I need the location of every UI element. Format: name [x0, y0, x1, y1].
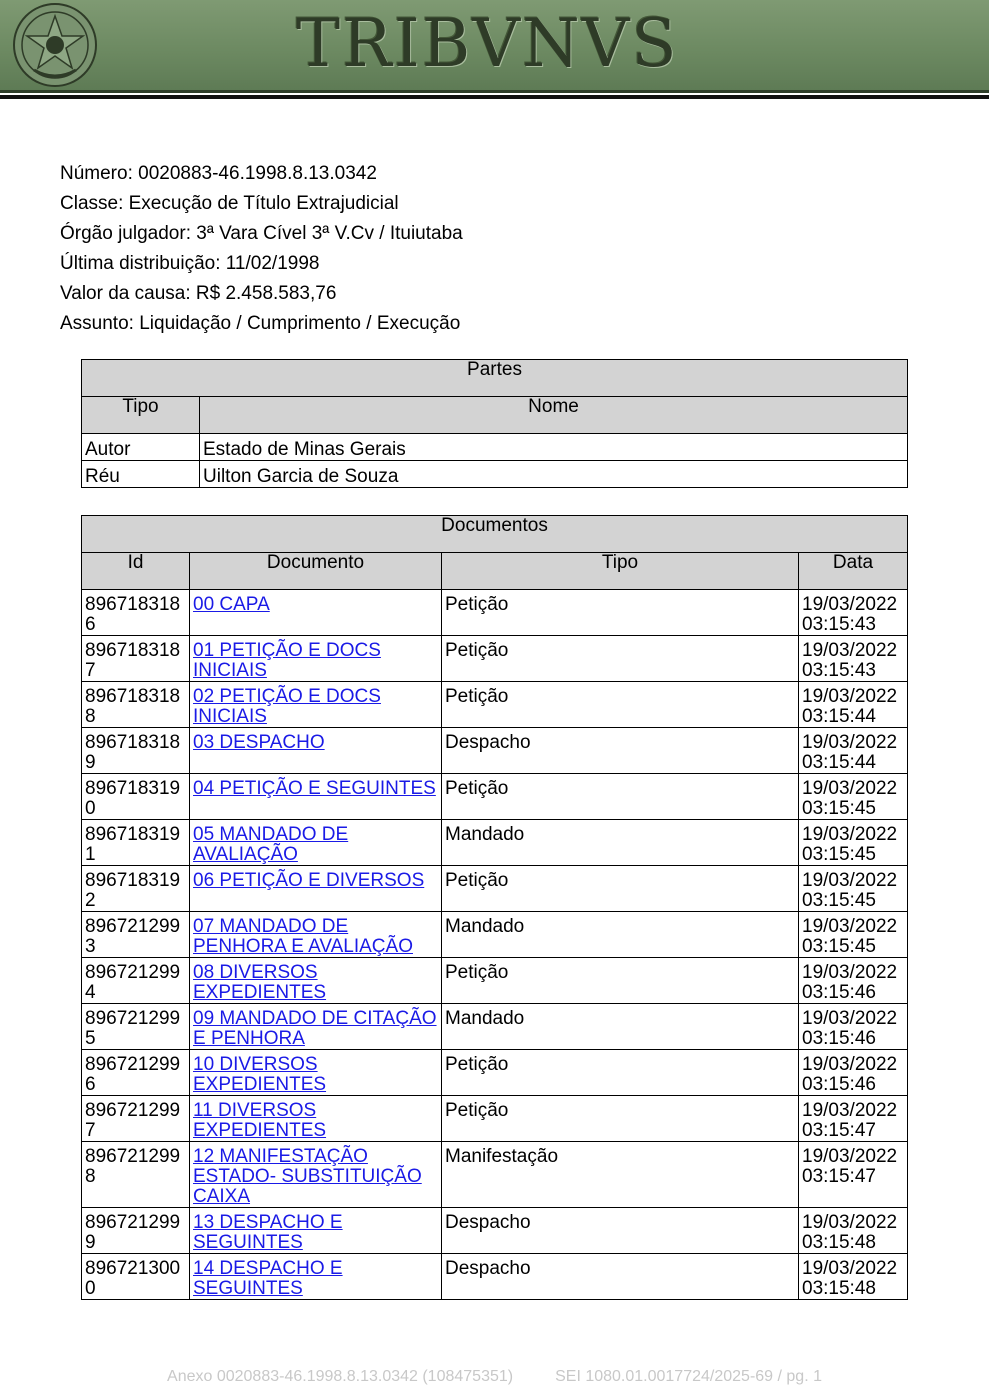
document-tipo: Mandado — [442, 820, 799, 866]
document-name-cell — [190, 1050, 442, 1096]
document-id: 8967183187 — [82, 636, 190, 682]
document-link[interactable]: 10 DIVERSOS EXPEDIENTES — [193, 1054, 327, 1095]
document-id: 8967183188 — [82, 682, 190, 728]
document-link[interactable]: 04 PETIÇÃO E SEGUINTES — [193, 778, 436, 799]
process-class: Classe: Execução de Título Extrajudicial — [60, 193, 399, 214]
document-date: 19/03/2022 03:15:45 — [799, 866, 908, 912]
document-link[interactable]: 05 MANDADO DE AVALIAÇÃO — [193, 824, 349, 865]
document-name-cell — [190, 1254, 442, 1300]
document-date: 19/03/2022 03:15:46 — [799, 1050, 908, 1096]
document-tipo: Mandado — [442, 1004, 799, 1050]
document-id: 8967212995 — [82, 1004, 190, 1050]
documents-col-data: Data — [799, 553, 908, 590]
process-number: Número: 0020883-46.1998.8.13.0342 — [60, 163, 377, 184]
document-id: 8967212994 — [82, 958, 190, 1004]
document-date: 19/03/2022 03:15:43 — [799, 636, 908, 682]
document-date: 19/03/2022 03:15:43 — [799, 590, 908, 636]
header-banner — [0, 0, 989, 90]
document-row — [82, 1096, 908, 1142]
document-name-cell — [190, 820, 442, 866]
document-date: 19/03/2022 03:15:46 — [799, 1004, 908, 1050]
document-name-cell — [190, 958, 442, 1004]
document-id: 8967212999 — [82, 1208, 190, 1254]
parties-col-nome: Nome — [200, 397, 908, 434]
document-row — [82, 1050, 908, 1096]
banner-divider — [0, 90, 989, 93]
document-link[interactable]: 14 DESPACHO E SEGUINTES — [193, 1258, 343, 1299]
document-tipo: Petição — [442, 590, 799, 636]
party-tipo: Réu — [82, 461, 200, 488]
document-tipo: Mandado — [442, 912, 799, 958]
party-tipo: Autor — [82, 434, 200, 461]
process-subject: Assunto: Liquidação / Cumprimento / Execução — [60, 313, 461, 334]
document-row — [82, 820, 908, 866]
document-name-cell — [190, 866, 442, 912]
document-tipo: Petição — [442, 1050, 799, 1096]
banner-title: TRIBVNVS — [296, 5, 679, 82]
document-row — [82, 774, 908, 820]
document-date: 19/03/2022 03:15:48 — [799, 1208, 908, 1254]
document-row — [82, 958, 908, 1004]
footer-sei: SEI 1080.01.0017724/2025-69 / pg. 1 — [555, 1368, 822, 1385]
coat-of-arms-seal-icon — [12, 2, 98, 88]
document-tipo: Despacho — [442, 1254, 799, 1300]
document-id: 8967183190 — [82, 774, 190, 820]
parties-col-tipo: Tipo — [82, 397, 200, 434]
document-id: 8967212996 — [82, 1050, 190, 1096]
document-id: 8967183191 — [82, 820, 190, 866]
process-metadata — [60, 159, 463, 339]
document-tipo: Despacho — [442, 728, 799, 774]
document-date: 19/03/2022 03:15:45 — [799, 912, 908, 958]
document-link[interactable]: 00 CAPA — [193, 594, 270, 615]
document-link[interactable]: 08 DIVERSOS EXPEDIENTES — [193, 962, 327, 1003]
document-link[interactable]: 09 MANDADO DE CITAÇÃO E PENHORA — [193, 1008, 437, 1049]
document-date: 19/03/2022 03:15:47 — [799, 1096, 908, 1142]
document-row — [82, 590, 908, 636]
documents-col-id: Id — [82, 553, 190, 590]
document-id: 8967213000 — [82, 1254, 190, 1300]
document-date: 19/03/2022 03:15:46 — [799, 958, 908, 1004]
document-name-cell — [190, 590, 442, 636]
document-id: 8967212998 — [82, 1142, 190, 1208]
banner-divider-black — [0, 95, 989, 99]
document-id: 8967183192 — [82, 866, 190, 912]
document-row — [82, 636, 908, 682]
document-tipo: Petição — [442, 636, 799, 682]
document-link[interactable]: 12 MANIFESTAÇÃO ESTADO- SUBSTITUIÇÃO CAIXA — [193, 1146, 422, 1207]
document-tipo: Manifestação — [442, 1142, 799, 1208]
document-name-cell — [190, 636, 442, 682]
document-name-cell — [190, 912, 442, 958]
document-row — [82, 1254, 908, 1300]
process-distribution-date: Última distribuição: 11/02/1998 — [60, 253, 320, 274]
document-row — [82, 682, 908, 728]
parties-table — [81, 359, 908, 488]
document-row — [82, 1208, 908, 1254]
process-court: Órgão julgador: 3ª Vara Cível 3ª V.Cv / Ituiutaba — [60, 223, 463, 244]
document-name-cell — [190, 682, 442, 728]
party-row — [82, 434, 908, 461]
document-name-cell — [190, 1004, 442, 1050]
documents-col-documento: Documento — [190, 553, 442, 590]
document-id: 8967183189 — [82, 728, 190, 774]
document-id: 8967212997 — [82, 1096, 190, 1142]
documents-caption: Documentos — [82, 516, 908, 553]
documents-table — [81, 515, 908, 1300]
document-row — [82, 1142, 908, 1208]
document-name-cell — [190, 1096, 442, 1142]
document-id: 8967212993 — [82, 912, 190, 958]
parties-caption: Partes — [82, 360, 908, 397]
document-date: 19/03/2022 03:15:45 — [799, 774, 908, 820]
document-tipo: Petição — [442, 774, 799, 820]
document-date: 19/03/2022 03:15:48 — [799, 1254, 908, 1300]
document-link[interactable]: 01 PETIÇÃO E DOCS INICIAIS — [193, 640, 381, 681]
document-name-cell — [190, 1208, 442, 1254]
document-link[interactable]: 11 DIVERSOS EXPEDIENTES — [193, 1100, 327, 1141]
document-name-cell — [190, 1142, 442, 1208]
page-footer — [0, 1368, 989, 1386]
document-link[interactable]: 13 DESPACHO E SEGUINTES — [193, 1212, 343, 1253]
document-name-cell — [190, 774, 442, 820]
document-tipo: Petição — [442, 866, 799, 912]
document-row — [82, 1004, 908, 1050]
party-nome: Uilton Garcia de Souza — [200, 461, 908, 488]
document-tipo: Petição — [442, 958, 799, 1004]
document-row — [82, 912, 908, 958]
document-date: 19/03/2022 03:15:45 — [799, 820, 908, 866]
document-date: 19/03/2022 03:15:44 — [799, 728, 908, 774]
document-row — [82, 728, 908, 774]
party-nome: Estado de Minas Gerais — [200, 434, 908, 461]
document-name-cell — [190, 728, 442, 774]
document-tipo: Petição — [442, 1096, 799, 1142]
document-link[interactable]: 02 PETIÇÃO E DOCS INICIAIS — [193, 686, 381, 727]
document-row — [82, 866, 908, 912]
party-row — [82, 461, 908, 488]
document-date: 19/03/2022 03:15:47 — [799, 1142, 908, 1208]
document-date: 19/03/2022 03:15:44 — [799, 682, 908, 728]
document-tipo: Petição — [442, 682, 799, 728]
document-link[interactable]: 06 PETIÇÃO E DIVERSOS — [193, 870, 425, 891]
footer-anexo: Anexo 0020883-46.1998.8.13.0342 (108475351) — [167, 1368, 514, 1385]
documents-col-tipo: Tipo — [442, 553, 799, 590]
document-id: 8967183186 — [82, 590, 190, 636]
document-tipo: Despacho — [442, 1208, 799, 1254]
process-value: Valor da causa: R$ 2.458.583,76 — [60, 283, 337, 304]
document-link[interactable]: 07 MANDADO DE PENHORA E AVALIAÇÃO — [193, 916, 413, 957]
document-link[interactable]: 03 DESPACHO — [193, 732, 325, 753]
